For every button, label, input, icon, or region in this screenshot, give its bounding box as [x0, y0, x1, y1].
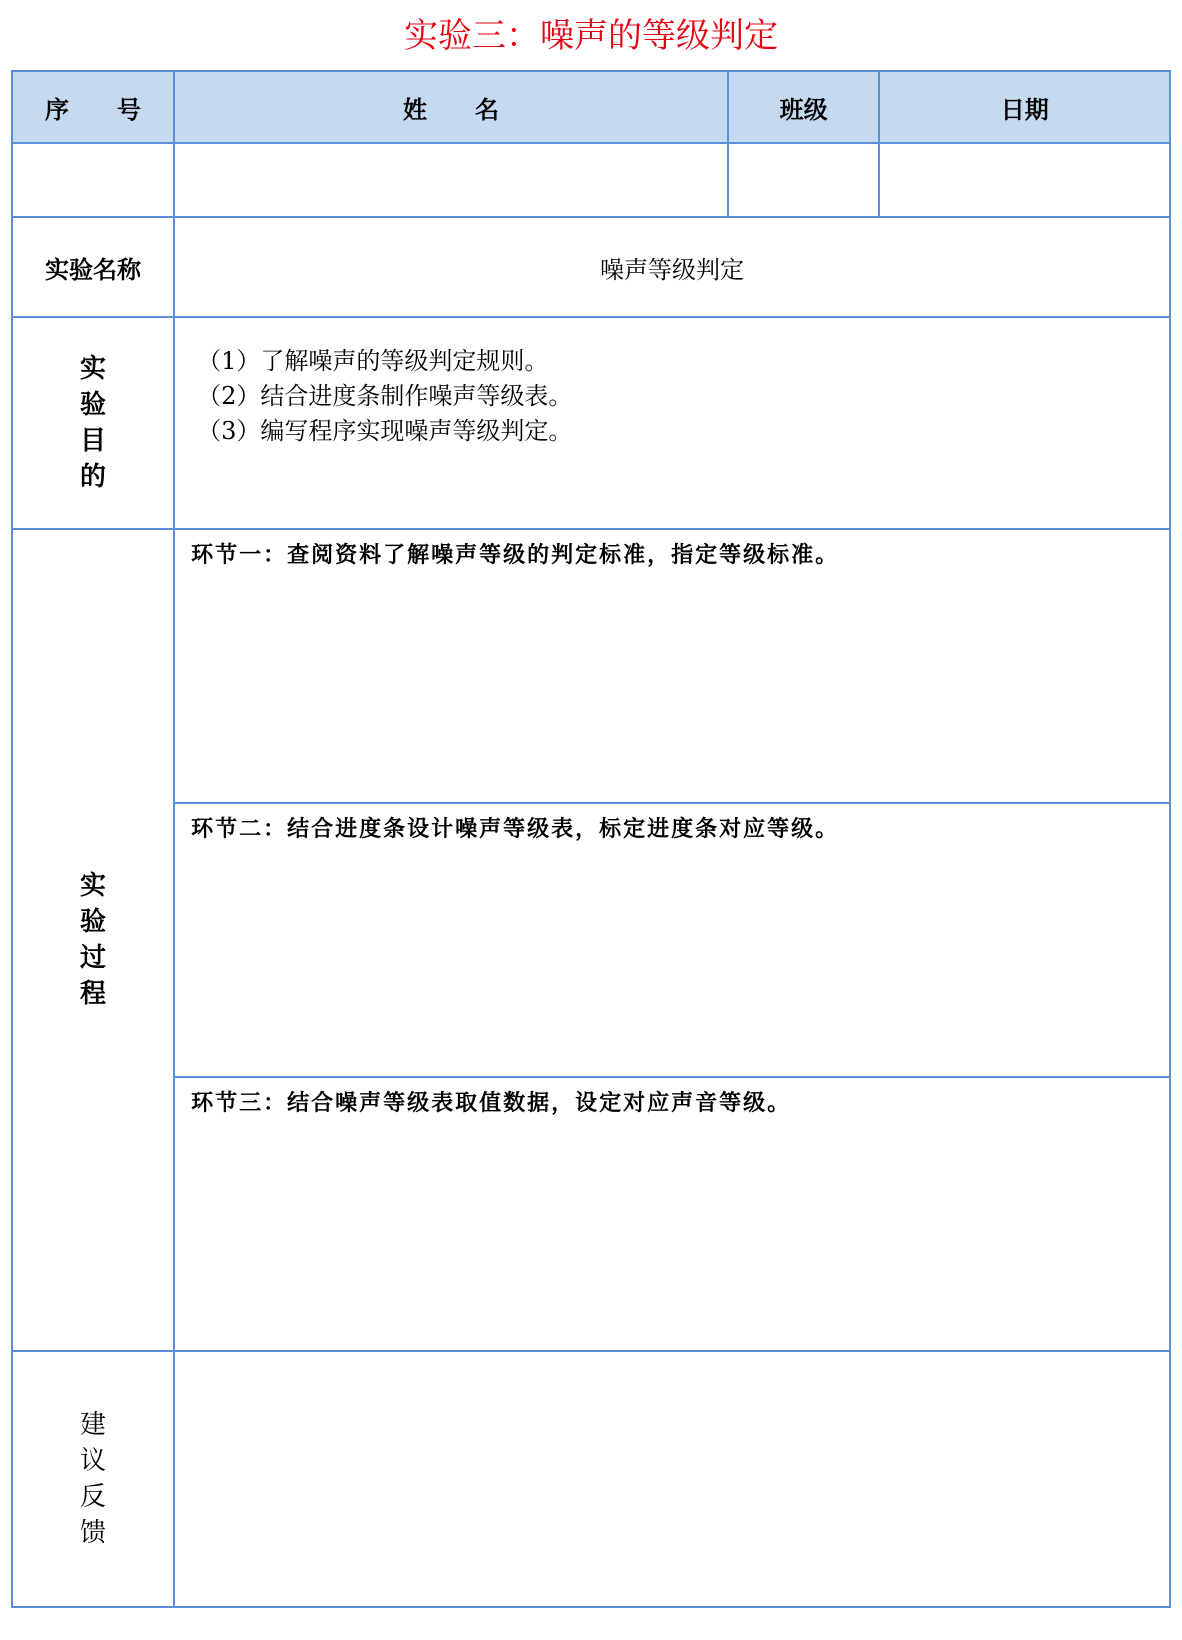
process-stage-1[interactable] — [174, 529, 1170, 803]
student-info-row — [12, 143, 1170, 217]
experiment-process-row-1 — [12, 529, 1170, 803]
serial-field[interactable] — [12, 143, 174, 217]
experiment-name-value: 噪声等级判定 — [174, 217, 1170, 317]
purpose-list — [174, 317, 1170, 529]
process-stage-3[interactable] — [174, 1077, 1170, 1351]
purpose-item: （1）了解噪声的等级判定规则。 — [197, 347, 549, 375]
purpose-label — [12, 317, 174, 529]
header-serial: 序 号 — [12, 71, 174, 143]
purpose-label-char: 验 — [80, 390, 107, 420]
process-label-char: 实 — [80, 871, 107, 901]
experiment-process-row-3 — [12, 1077, 1170, 1351]
process-stage-1-title: 环节一：查阅资料了解噪声等级的判定标准，指定等级标准。 — [191, 542, 840, 568]
process-stage-2-title: 环节二：结合进度条设计噪声等级表，标定进度条对应等级。 — [191, 816, 840, 842]
feedback-label-char: 建 — [80, 1410, 107, 1440]
purpose-item: （2）结合进度条制作噪声等级表。 — [197, 382, 573, 410]
header-class: 班级 — [728, 71, 880, 143]
process-stage-3-title: 环节三：结合噪声等级表取值数据，设定对应声音等级。 — [191, 1090, 792, 1116]
process-stage-2[interactable] — [174, 803, 1170, 1077]
feedback-label-char: 反 — [80, 1482, 107, 1512]
header-name: 姓 名 — [174, 71, 728, 143]
feedback-label-char: 馈 — [80, 1518, 107, 1548]
purpose-label-char: 实 — [80, 354, 107, 384]
experiment-record-table — [11, 70, 1171, 1608]
experiment-name-row — [12, 217, 1170, 317]
name-field[interactable] — [174, 143, 728, 217]
purpose-label-char: 目 — [80, 426, 107, 456]
process-label-char: 验 — [80, 907, 107, 937]
class-field[interactable] — [728, 143, 880, 217]
page-title: 实验三：噪声的等级判定 — [404, 16, 778, 56]
experiment-name-label: 实验名称 — [12, 217, 174, 317]
purpose-item: （3）编写程序实现噪声等级判定。 — [197, 417, 573, 445]
experiment-process-row-2 — [12, 803, 1170, 1077]
feedback-label — [12, 1351, 174, 1607]
header-row — [12, 71, 1170, 143]
process-label-char: 过 — [80, 943, 107, 973]
process-label — [12, 529, 174, 1351]
experiment-purpose-row — [12, 317, 1170, 529]
purpose-label-char: 的 — [80, 462, 107, 492]
date-field[interactable] — [879, 143, 1170, 217]
process-label-char: 程 — [80, 979, 107, 1009]
feedback-field[interactable] — [174, 1351, 1170, 1607]
feedback-label-char: 议 — [80, 1446, 107, 1476]
header-date: 日期 — [879, 71, 1170, 143]
feedback-row — [12, 1351, 1170, 1607]
